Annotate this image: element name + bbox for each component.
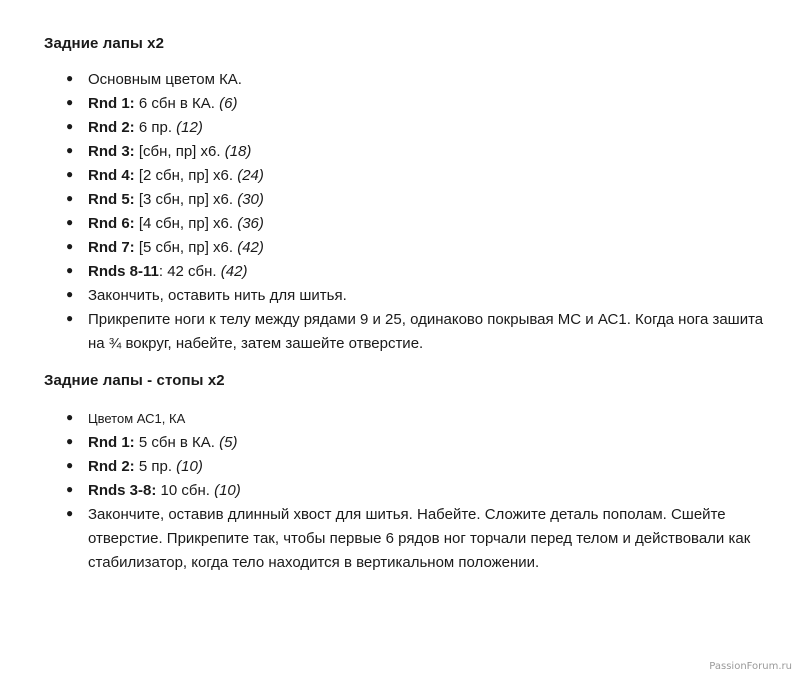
bullet-icon: ● bbox=[66, 458, 74, 472]
bullet-icon: ● bbox=[66, 119, 74, 133]
list-item: ● Rnds 3-8: 10 сбн. (10) bbox=[66, 482, 241, 499]
list-item: ● Основным цветом КА. bbox=[66, 71, 242, 88]
section-title-hind-feet: Задние лапы - стопы х2 bbox=[44, 372, 225, 389]
list-item: ● Прикрепите ноги к телу между рядами 9 и 25, одинаково покрывая МС и АС1. Когда нога зашита на ¾ вокруг, набейте, затем зашейте отверстие. bbox=[66, 311, 764, 352]
bullet-icon: ● bbox=[66, 263, 74, 277]
watermark: PassionForum.ru bbox=[709, 661, 792, 672]
bullet-icon: ● bbox=[66, 482, 74, 496]
bullet-icon: ● bbox=[66, 410, 74, 424]
bullet-icon: ● bbox=[66, 143, 74, 157]
bullet-icon: ● bbox=[66, 434, 74, 448]
bullet-icon: ● bbox=[66, 95, 74, 109]
bullet-icon: ● bbox=[66, 215, 74, 229]
list-item: ● Rnd 1: 6 сбн в КА. (6) bbox=[66, 95, 238, 112]
list-item: ● Цветом АС1, КА bbox=[66, 410, 186, 426]
list-item: ● Rnd 2: 5 пр. (10) bbox=[66, 458, 203, 475]
list-item: ● Rnd 3: [сбн, пр] х6. (18) bbox=[66, 143, 252, 160]
bullet-icon: ● bbox=[66, 71, 74, 85]
list-item: ● Rnd 6: [4 сбн, пр] х6. (36) bbox=[66, 215, 264, 232]
hind-feet-instructions-list bbox=[66, 407, 766, 575]
list-item: ● Rnd 1: 5 сбн в КА. (5) bbox=[66, 434, 238, 451]
bullet-icon: ● bbox=[66, 506, 74, 520]
list-item: ● Rnd 7: [5 сбн, пр] х6. (42) bbox=[66, 239, 264, 256]
bullet-icon: ● bbox=[66, 167, 74, 181]
bullet-icon: ● bbox=[66, 311, 74, 325]
section-title-hind-legs: Задние лапы х2 bbox=[44, 35, 165, 52]
list-item: ● Закончить, оставить нить для шитья. bbox=[66, 287, 347, 304]
bullet-icon: ● bbox=[66, 191, 74, 205]
list-item: ● Rnd 2: 6 пр. (12) bbox=[66, 119, 203, 136]
list-item: ● Закончите, оставив длинный хвост для шитья. Набейте. Сложите деталь пополам. Сшейте отверстие. Прикрепите так, чтобы первые 6 рядов ног торчали перед телом и действовали как стабилизатор, когда тело находится в вертикальном положении. bbox=[66, 506, 751, 571]
list-item: ● Rnd 4: [2 сбн, пр] х6. (24) bbox=[66, 167, 264, 184]
bullet-icon: ● bbox=[66, 239, 74, 253]
bullet-icon: ● bbox=[66, 287, 74, 301]
list-item: ● Rnd 5: [3 сбн, пр] х6. (30) bbox=[66, 191, 264, 208]
list-item: ● Rnds 8-11: 42 сбн. (42) bbox=[66, 263, 248, 280]
hind-legs-instructions-list bbox=[66, 68, 766, 356]
